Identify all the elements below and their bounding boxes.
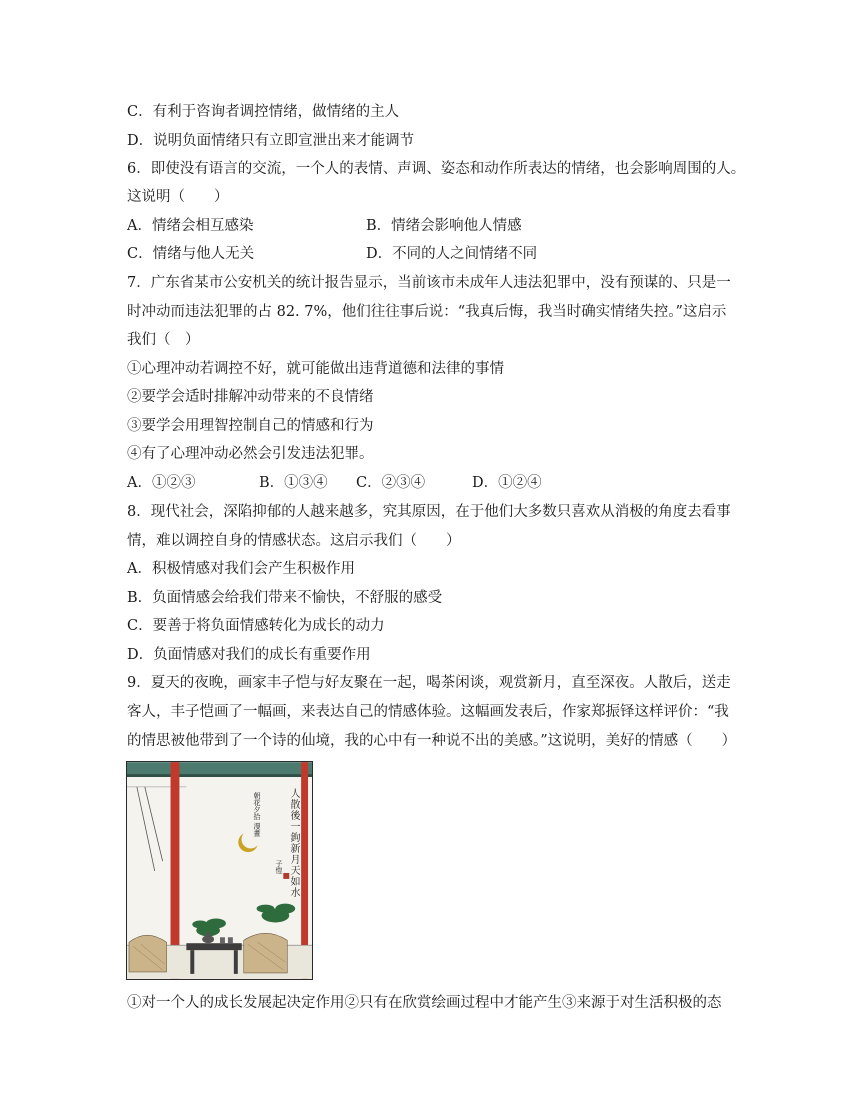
q7-statement-1: ①心理冲动若调控不好，就可能做出违背道德和法律的事情 xyxy=(127,361,504,377)
q6-option-a: A．情绪会相互感染 xyxy=(127,218,254,234)
painting-note: 朝花夕拾 漫畫 xyxy=(253,792,261,837)
q7-option-a: A．①②③ xyxy=(127,475,196,491)
q6-stem-line-1: 6．即使没有语言的交流，一个人的表情、声调、姿态和动作所表达的情绪，也会影响周围的人。 xyxy=(127,161,746,177)
q8-option-a: A．积极情感对我们会产生积极作用 xyxy=(127,561,355,577)
q9-stem-line-3: 的情思被他带到了一个诗的仙境，我的心中有一种说不出的美感。”这说明，美好的情感（ ） xyxy=(127,733,737,749)
q6-option-b: B．情绪会影响他人情感 xyxy=(366,218,522,234)
q7-statement-3: ③要学会用理智控制自己的情感和行为 xyxy=(127,418,374,434)
q5-option-c: C．有利于咨询者调控情绪，做情绪的主人 xyxy=(127,104,400,120)
q7-statement-4: ④有了心理冲动必然会引发违法犯罪。 xyxy=(127,446,374,462)
q5-option-d: D．说明负面情绪只有立即宣泄出来才能调节 xyxy=(127,133,415,149)
painting-image xyxy=(126,761,313,980)
q7-stem-line-2: 时冲动而违法犯罪的占 82. 7%，他们往往事后说：“我真后悔，我当时确实情绪失控。”这启示 xyxy=(127,304,727,320)
q6-stem-line-2: 这说明（ ） xyxy=(127,189,229,205)
q9-options-line: ①对一个人的成长发展起决定作用②只有在欣赏绘画过程中才能产生③来源于对生活积极的态 xyxy=(127,995,722,1011)
q8-stem-line-1: 8．现代社会，深陷抑郁的人越来越多，究其原因，在于他们大多数只喜欢从消极的角度去看事 xyxy=(127,504,731,520)
q8-option-d: D．负面情感对我们的成长有重要作用 xyxy=(127,647,371,663)
q7-stem-line-3: 我们（ ） xyxy=(127,332,200,348)
q7-stem-line-1: 7．广东省某市公安机关的统计报告显示，当前该市未成年人违法犯罪中，没有预谋的、只是一 xyxy=(127,275,731,291)
q7-option-d: D．①②④ xyxy=(472,475,542,491)
q6-option-d: D．不同的人之间情绪不同 xyxy=(366,246,538,262)
q7-statement-2: ②要学会适时排解冲动带来的不良情绪 xyxy=(127,389,374,405)
q8-option-b: B．负面情感会给我们带来不愉快，不舒服的感受 xyxy=(127,590,443,606)
painting-title: 人散後一鉤新月天如水 xyxy=(288,788,299,898)
painting-signature: 子愷 xyxy=(275,860,283,874)
q8-stem-line-2: 情，难以调控自身的情感状态。这启示我们（ ） xyxy=(127,533,461,549)
q7-option-b: B．①③④ xyxy=(259,475,328,491)
q6-option-c: C．情绪与他人无关 xyxy=(127,246,255,262)
q7-option-c: C．②③④ xyxy=(356,475,426,491)
q9-stem-line-1: 9．夏天的夜晚，画家丰子恺与好友聚在一起，喝茶闲谈，观赏新月，直至深夜。人散后，送走 xyxy=(127,675,731,691)
q8-option-c: C．要善于将负面情感转化为成长的动力 xyxy=(127,618,385,634)
q9-stem-line-2: 客人，丰子恺画了一幅画，来表达自己的情感体验。这幅画发表后，作家郑振铎这样评价：“我 xyxy=(127,704,729,720)
